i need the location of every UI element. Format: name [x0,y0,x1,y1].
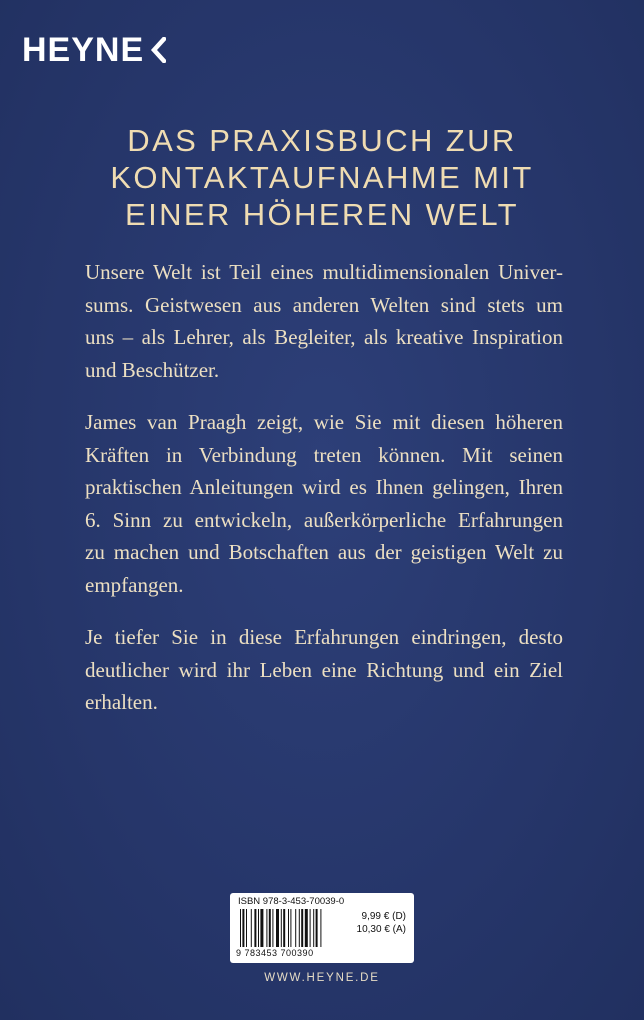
blurb-line: erhalten. [85,690,158,714]
blurb-line: Unsere Welt ist Teil eines multidimensionalen Univer- [85,260,563,284]
headline-line: KONTAKTAUFNAHME MIT [110,160,534,195]
blurb-line: praktischen Anleitungen wird es Ihnen gelingen, Ihren [85,475,563,499]
chevron-left-icon [150,37,166,63]
blurb-paragraph [85,621,563,719]
blurb-line: zu machen und Botschaften aus der geistigen Welt zu [85,540,563,564]
headline [0,122,644,233]
blurb-line: empfangen. [85,572,184,597]
blurb-line: deutlicher wird ihr Leben eine Richtung und ein Ziel [85,657,563,682]
blurb-line: sums. Geistwesen aus anderen Welten sind stets um [85,292,563,317]
blurb-line: 6. Sinn zu entwickeln, außerkörperliche Erfahrungen [85,507,563,532]
blurb-line: und Beschützer. [85,357,220,382]
publisher-logo [22,33,166,67]
price-austria: 10,30 € (A) [356,924,406,935]
headline-line: EINER HÖHEREN WELT [125,197,519,232]
blurb-line: Kräften in Verbindung treten können. Mit seinen [85,442,563,467]
isbn-text: ISBN 978-3-453-70039-0 [238,896,345,907]
blurb-line: uns – als Lehrer, als Begleiter, als kreative Inspiration [85,325,563,349]
publisher-website: WWW.HEYNE.DE [264,972,380,984]
blurb-paragraph [85,256,563,386]
blurb-text [85,256,563,739]
barcode-digits: 9 783453 700390 [236,948,314,958]
barcode-label [230,893,414,963]
blurb-paragraph [85,406,563,601]
publisher-name: HEYNE [22,31,145,69]
headline-line: DAS PRAXISBUCH ZUR [127,123,517,158]
price-germany: 9,99 € (D) [361,911,406,922]
barcode-graphic [240,909,346,947]
blurb-line: Je tiefer Sie in diese Erfahrungen eindringen, desto [85,625,563,649]
blurb-line: James van Praagh zeigt, wie Sie mit diesen höheren [85,410,563,434]
